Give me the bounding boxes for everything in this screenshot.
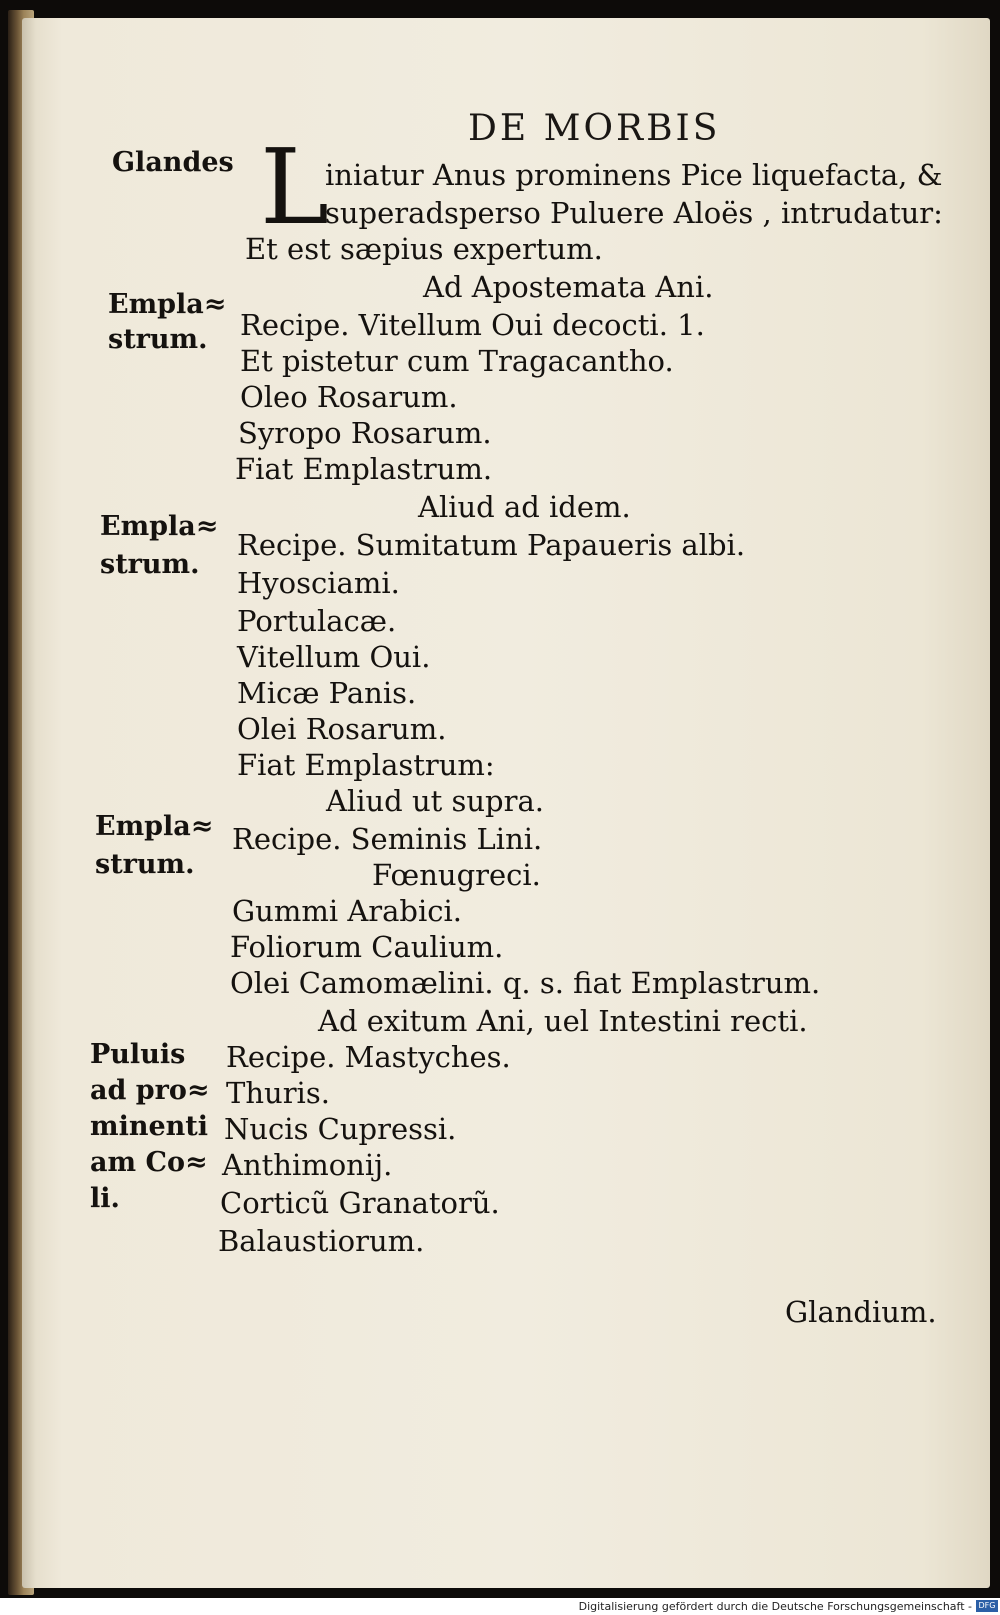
margin-note-puluis: Puluis: [90, 1039, 186, 1070]
recipe-line: Et pistetur cum Tragacantho.: [240, 344, 674, 378]
recipe-line: Micæ Panis.: [237, 676, 417, 710]
margin-note-emplastrum: Empla≈: [100, 511, 219, 542]
section-heading: Aliud ut supra.: [326, 784, 544, 818]
margin-note-emplastrum: strum.: [108, 324, 208, 355]
recipe-line: Hyosciami.: [237, 566, 400, 600]
margin-note-emplastrum: strum.: [95, 849, 195, 880]
recipe-line: Corticũ Granatorũ.: [220, 1186, 500, 1220]
margin-note-emplastrum: strum.: [100, 549, 200, 580]
catchword: Glandium.: [785, 1295, 937, 1329]
margin-note-puluis: li.: [90, 1183, 120, 1214]
section-heading: Ad exitum Ani, uel Intestini recti.: [318, 1004, 808, 1038]
recipe-line: Thuris.: [226, 1076, 330, 1110]
section-heading: Aliud ad idem.: [418, 490, 631, 524]
footer-text: Digitalisierung gefördert durch die Deutsche Forschungsgemeinschaft -: [578, 1600, 972, 1613]
recipe-line: Balaustiorum.: [218, 1224, 425, 1258]
recipe-line: Foliorum Caulium.: [230, 930, 504, 964]
margin-note-puluis: am Co≈: [90, 1147, 208, 1178]
margin-note-glandes: Glandes: [112, 147, 234, 178]
recipe-line: Fiat Emplastrum.: [235, 452, 493, 486]
recipe-line: Syropo Rosarum.: [238, 416, 492, 450]
recipe-line: Portulacæ.: [237, 604, 397, 638]
paragraph-line: Et est sæpius expertum.: [245, 232, 603, 266]
margin-note-puluis: ad pro≈: [90, 1075, 210, 1106]
recipe-line: Recipe. Mastyches.: [226, 1040, 511, 1074]
recipe-line: Fiat Emplastrum:: [237, 748, 495, 782]
recipe-line: Oleo Rosarum.: [240, 380, 458, 414]
margin-note-emplastrum: Empla≈: [95, 811, 214, 842]
paragraph-line: iniatur Anus prominens Pice liquefacta, &: [325, 158, 943, 192]
recipe-line: Nucis Cupressi.: [224, 1112, 457, 1146]
running-header: DE MORBIS: [468, 108, 721, 149]
margin-note-puluis: minenti: [90, 1111, 208, 1142]
recipe-line: Recipe. Seminis Lini.: [232, 822, 543, 856]
recipe-line: Anthimonij.: [222, 1148, 393, 1182]
recipe-line: Gummi Arabici.: [232, 894, 463, 928]
dfg-logo-icon: DFG: [976, 1600, 998, 1612]
paragraph-line: superadsperso Puluere Aloës , intrudatur:: [325, 196, 943, 230]
recipe-line: Vitellum Oui.: [237, 640, 431, 674]
recipe-line: Olei Camomælini. q. s. fiat Emplastrum.: [230, 966, 821, 1000]
margin-note-emplastrum: Empla≈: [108, 289, 227, 320]
drop-capital: L: [260, 126, 330, 248]
section-heading: Ad Apostemata Ani.: [423, 270, 714, 304]
recipe-line: Recipe. Vitellum Oui decocti. 1.: [240, 308, 705, 342]
recipe-line: Fœnugreci.: [372, 858, 541, 892]
digitization-footer: [0, 1598, 1000, 1615]
recipe-line: Olei Rosarum.: [237, 712, 447, 746]
recipe-line: Recipe. Sumitatum Papaueris albi.: [237, 528, 746, 562]
